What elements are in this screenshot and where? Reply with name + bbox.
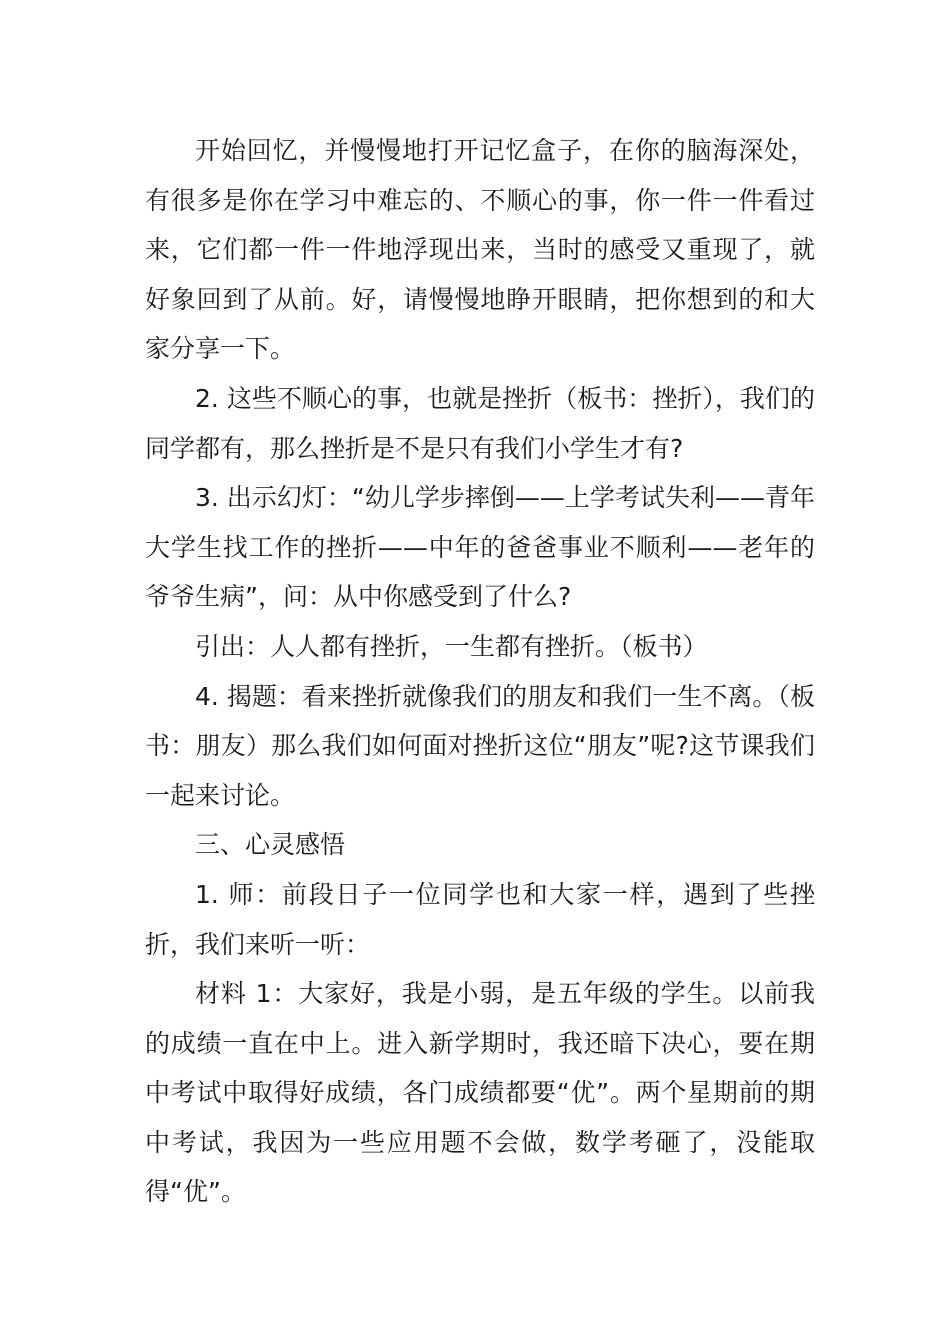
section-heading: 三、心灵感悟 [195,830,346,860]
paragraph-5: 4. 揭题：看来挫折就像我们的朋友和我们一生不离。（板书：朋友）那么我们如何面对挫折这位“朋友”呢?这节课我们一起来讨论。 [145,681,815,810]
paragraph-1: 开始回忆，并慢慢地打开记忆盒子，在你的脑海深处，有很多是你在学习中难忘的、不顺心的事，你一件一件看过来，它们都一件一件地浮现出来，当时的感受又重现了，就好象回到了从前。好，请慢慢地睁开眼睛，把你想到的和大家分享一下。 [145,136,815,364]
paragraph-2: 2. 这些不顺心的事，也就是挫折（板书：挫折），我们的同学都有，那么挫折是不是只有我们小学生才有? [145,383,815,463]
document-body [145,126,815,1217]
paragraph-3: 3. 出示幻灯：“幼儿学步摔倒——上学考试失利——青年大学生找工作的挫折——中年的爸爸事业不顺利——老年的爷爷生病”，问：从中你感受到了什么? [145,483,815,612]
paragraph-4: 引出：人人都有挫折，一生都有挫折。（板书） [195,631,708,661]
paragraph-7: 材料 1：大家好，我是小弱，是五年级的学生。以前我的成绩一直在中上。进入新学期时，我还暗下决心，要在期中考试中取得好成绩，各门成绩都要“优”。两个星期前的期中考试，我因为一些应用题不会做，数学考砸了，没能取得“优”。 [145,979,815,1207]
paragraph-6: 1. 师：前段日子一位同学也和大家一样，遇到了些挫折，我们来听一听： [145,879,815,959]
